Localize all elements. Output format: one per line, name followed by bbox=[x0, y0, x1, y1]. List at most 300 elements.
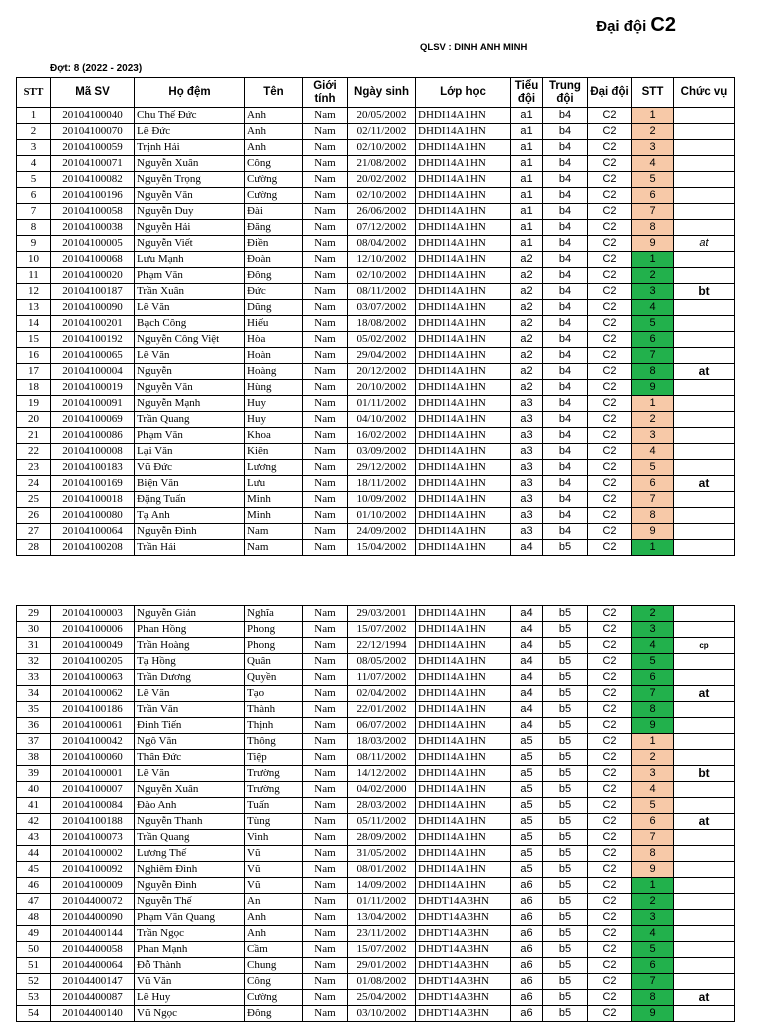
cell-first-name: Vũ bbox=[245, 846, 303, 862]
title-prefix: Đại đội bbox=[596, 18, 647, 35]
cell-gender: Nam bbox=[303, 108, 348, 124]
cell-platoon: b4 bbox=[543, 268, 588, 284]
cell-company: C2 bbox=[588, 380, 632, 396]
cell-role bbox=[674, 380, 735, 396]
cell-stt: 32 bbox=[17, 654, 51, 670]
cell-student-id: 20104100071 bbox=[51, 156, 135, 172]
table-row bbox=[17, 492, 735, 508]
batch-label: Đợt: 8 (2022 - 2023) bbox=[50, 63, 143, 74]
cell-squad-order: 4 bbox=[632, 300, 674, 316]
cell-platoon: b5 bbox=[543, 766, 588, 782]
cell-squad: a6 bbox=[511, 878, 543, 894]
cell-role bbox=[674, 1006, 735, 1022]
cell-squad: a4 bbox=[511, 654, 543, 670]
cell-squad: a6 bbox=[511, 894, 543, 910]
cell-middle-name: Lê Huy bbox=[135, 990, 245, 1006]
cell-first-name: Phong bbox=[245, 622, 303, 638]
cell-stt: 44 bbox=[17, 846, 51, 862]
cell-squad: a5 bbox=[511, 846, 543, 862]
cell-gender: Nam bbox=[303, 942, 348, 958]
cell-class: DHDI14A1HN bbox=[416, 188, 511, 204]
cell-squad: a6 bbox=[511, 926, 543, 942]
cell-dob: 29/03/2001 bbox=[348, 606, 416, 622]
table-row bbox=[17, 188, 735, 204]
cell-class: DHDI14A1HN bbox=[416, 638, 511, 654]
col-header-dob: Ngày sinh bbox=[348, 78, 416, 108]
cell-middle-name: Nguyễn Duy bbox=[135, 204, 245, 220]
cell-class: DHDT14A3HN bbox=[416, 910, 511, 926]
cell-company: C2 bbox=[588, 750, 632, 766]
cell-role bbox=[674, 622, 735, 638]
cell-first-name: Anh bbox=[245, 108, 303, 124]
cell-company: C2 bbox=[588, 108, 632, 124]
cell-first-name: Chung bbox=[245, 958, 303, 974]
table-header-row bbox=[17, 78, 735, 108]
cell-class: DHDI14A1HN bbox=[416, 750, 511, 766]
table-row bbox=[17, 476, 735, 492]
cell-stt: 53 bbox=[17, 990, 51, 1006]
cell-squad-order: 2 bbox=[632, 412, 674, 428]
cell-role bbox=[674, 750, 735, 766]
cell-stt: 36 bbox=[17, 718, 51, 734]
cell-gender: Nam bbox=[303, 814, 348, 830]
cell-role bbox=[674, 108, 735, 124]
cell-squad-order: 3 bbox=[632, 284, 674, 300]
cell-gender: Nam bbox=[303, 766, 348, 782]
cell-class: DHDI14A1HN bbox=[416, 332, 511, 348]
cell-stt: 43 bbox=[17, 830, 51, 846]
table-row bbox=[17, 204, 735, 220]
cell-middle-name: Nguyễn Thế bbox=[135, 894, 245, 910]
cell-stt: 39 bbox=[17, 766, 51, 782]
cell-platoon: b4 bbox=[543, 156, 588, 172]
cell-dob: 04/02/2000 bbox=[348, 782, 416, 798]
cell-company: C2 bbox=[588, 140, 632, 156]
cell-squad: a6 bbox=[511, 990, 543, 1006]
cell-class: DHDI14A1HN bbox=[416, 284, 511, 300]
cell-platoon: b5 bbox=[543, 638, 588, 654]
table-row bbox=[17, 974, 735, 990]
cell-platoon: b5 bbox=[543, 798, 588, 814]
cell-middle-name: Phan Hồng bbox=[135, 622, 245, 638]
cell-stt: 15 bbox=[17, 332, 51, 348]
cell-dob: 20/02/2002 bbox=[348, 172, 416, 188]
cell-dob: 05/11/2002 bbox=[348, 814, 416, 830]
col-header-middle-name: Họ đệm bbox=[135, 78, 245, 108]
cell-dob: 26/06/2002 bbox=[348, 204, 416, 220]
cell-student-id: 20104100009 bbox=[51, 878, 135, 894]
cell-first-name: Anh bbox=[245, 140, 303, 156]
table-row bbox=[17, 332, 735, 348]
cell-stt: 4 bbox=[17, 156, 51, 172]
page-title bbox=[596, 14, 676, 37]
cell-role: at bbox=[674, 476, 735, 492]
cell-squad: a5 bbox=[511, 830, 543, 846]
cell-student-id: 20104100082 bbox=[51, 172, 135, 188]
table-row bbox=[17, 766, 735, 782]
cell-role: cp bbox=[674, 638, 735, 654]
cell-gender: Nam bbox=[303, 702, 348, 718]
cell-middle-name: Trần Xuân bbox=[135, 284, 245, 300]
cell-dob: 28/09/2002 bbox=[348, 830, 416, 846]
table-row bbox=[17, 300, 735, 316]
cell-platoon: b4 bbox=[543, 444, 588, 460]
cell-student-id: 20104400058 bbox=[51, 942, 135, 958]
cell-gender: Nam bbox=[303, 220, 348, 236]
cell-squad: a5 bbox=[511, 766, 543, 782]
cell-company: C2 bbox=[588, 814, 632, 830]
cell-gender: Nam bbox=[303, 926, 348, 942]
cell-class: DHDI14A1HN bbox=[416, 702, 511, 718]
cell-platoon: b5 bbox=[543, 670, 588, 686]
cell-class: DHDI14A1HN bbox=[416, 814, 511, 830]
cell-dob: 24/09/2002 bbox=[348, 524, 416, 540]
cell-role: at bbox=[674, 686, 735, 702]
cell-gender: Nam bbox=[303, 846, 348, 862]
cell-student-id: 20104100060 bbox=[51, 750, 135, 766]
cell-role bbox=[674, 124, 735, 140]
cell-platoon: b5 bbox=[543, 1006, 588, 1022]
cell-squad-order: 9 bbox=[632, 380, 674, 396]
cell-role bbox=[674, 798, 735, 814]
cell-stt: 2 bbox=[17, 124, 51, 140]
cell-role bbox=[674, 942, 735, 958]
table-row bbox=[17, 156, 735, 172]
cell-role: at bbox=[674, 364, 735, 380]
table-row bbox=[17, 236, 735, 252]
cell-stt: 28 bbox=[17, 540, 51, 556]
cell-stt: 27 bbox=[17, 524, 51, 540]
cell-squad: a1 bbox=[511, 108, 543, 124]
cell-gender: Nam bbox=[303, 252, 348, 268]
cell-middle-name: Phạm Văn Quang bbox=[135, 910, 245, 926]
cell-role: at bbox=[674, 990, 735, 1006]
cell-dob: 01/08/2002 bbox=[348, 974, 416, 990]
roster-table-part-1 bbox=[16, 77, 735, 556]
cell-middle-name: Lại Văn bbox=[135, 444, 245, 460]
cell-student-id: 20104100169 bbox=[51, 476, 135, 492]
cell-dob: 15/07/2002 bbox=[348, 942, 416, 958]
cell-first-name: Đăng bbox=[245, 220, 303, 236]
cell-first-name: Dũng bbox=[245, 300, 303, 316]
cell-stt: 12 bbox=[17, 284, 51, 300]
cell-stt: 50 bbox=[17, 942, 51, 958]
cell-company: C2 bbox=[588, 670, 632, 686]
cell-student-id: 20104100042 bbox=[51, 734, 135, 750]
cell-first-name: Anh bbox=[245, 910, 303, 926]
cell-platoon: b4 bbox=[543, 108, 588, 124]
cell-company: C2 bbox=[588, 798, 632, 814]
cell-platoon: b4 bbox=[543, 204, 588, 220]
cell-role bbox=[674, 172, 735, 188]
table-row bbox=[17, 862, 735, 878]
cell-middle-name: Nguyễn Thanh bbox=[135, 814, 245, 830]
cell-student-id: 20104100188 bbox=[51, 814, 135, 830]
cell-role bbox=[674, 188, 735, 204]
cell-squad: a1 bbox=[511, 188, 543, 204]
cell-first-name: Quân bbox=[245, 654, 303, 670]
cell-role bbox=[674, 492, 735, 508]
cell-stt: 34 bbox=[17, 686, 51, 702]
cell-platoon: b5 bbox=[543, 926, 588, 942]
cell-dob: 03/07/2002 bbox=[348, 300, 416, 316]
cell-role bbox=[674, 878, 735, 894]
title-code: C2 bbox=[650, 14, 676, 36]
cell-stt: 1 bbox=[17, 108, 51, 124]
cell-squad: a3 bbox=[511, 412, 543, 428]
cell-squad: a1 bbox=[511, 140, 543, 156]
cell-role bbox=[674, 396, 735, 412]
table-row bbox=[17, 910, 735, 926]
cell-class: DHDI14A1HN bbox=[416, 606, 511, 622]
cell-first-name: Thịnh bbox=[245, 718, 303, 734]
cell-platoon: b4 bbox=[543, 188, 588, 204]
cell-company: C2 bbox=[588, 862, 632, 878]
cell-squad-order: 2 bbox=[632, 750, 674, 766]
cell-class: DHDI14A1HN bbox=[416, 622, 511, 638]
col-header-student-id: Mã SV bbox=[51, 78, 135, 108]
cell-first-name: Phong bbox=[245, 638, 303, 654]
table-row bbox=[17, 702, 735, 718]
cell-platoon: b5 bbox=[543, 540, 588, 556]
cell-class: DHDI14A1HN bbox=[416, 156, 511, 172]
cell-class: DHDI14A1HN bbox=[416, 124, 511, 140]
cell-company: C2 bbox=[588, 910, 632, 926]
cell-squad: a6 bbox=[511, 974, 543, 990]
cell-company: C2 bbox=[588, 460, 632, 476]
cell-stt: 25 bbox=[17, 492, 51, 508]
cell-dob: 03/10/2002 bbox=[348, 1006, 416, 1022]
cell-first-name: Kiên bbox=[245, 444, 303, 460]
cell-company: C2 bbox=[588, 444, 632, 460]
cell-gender: Nam bbox=[303, 638, 348, 654]
cell-stt: 51 bbox=[17, 958, 51, 974]
cell-dob: 02/10/2002 bbox=[348, 140, 416, 156]
cell-squad-order: 8 bbox=[632, 220, 674, 236]
cell-middle-name: Thân Đức bbox=[135, 750, 245, 766]
cell-squad-order: 2 bbox=[632, 268, 674, 284]
cell-role bbox=[674, 444, 735, 460]
cell-stt: 38 bbox=[17, 750, 51, 766]
cell-first-name: Minh bbox=[245, 508, 303, 524]
table-row bbox=[17, 622, 735, 638]
cell-squad: a2 bbox=[511, 380, 543, 396]
table-row bbox=[17, 124, 735, 140]
cell-class: DHDI14A1HN bbox=[416, 492, 511, 508]
cell-gender: Nam bbox=[303, 332, 348, 348]
cell-student-id: 20104400140 bbox=[51, 1006, 135, 1022]
cell-student-id: 20104100002 bbox=[51, 846, 135, 862]
cell-gender: Nam bbox=[303, 172, 348, 188]
cell-class: DHDI14A1HN bbox=[416, 846, 511, 862]
cell-gender: Nam bbox=[303, 958, 348, 974]
cell-squad: a4 bbox=[511, 540, 543, 556]
cell-platoon: b5 bbox=[543, 878, 588, 894]
cell-first-name: Lương bbox=[245, 460, 303, 476]
cell-stt: 23 bbox=[17, 460, 51, 476]
cell-squad-order: 1 bbox=[632, 878, 674, 894]
cell-squad: a6 bbox=[511, 958, 543, 974]
cell-squad: a2 bbox=[511, 364, 543, 380]
cell-role bbox=[674, 332, 735, 348]
cell-middle-name: Nguyễn Văn bbox=[135, 380, 245, 396]
cell-middle-name: Biện Văn bbox=[135, 476, 245, 492]
table-row bbox=[17, 524, 735, 540]
cell-squad-order: 4 bbox=[632, 926, 674, 942]
cell-gender: Nam bbox=[303, 524, 348, 540]
cell-squad-order: 7 bbox=[632, 686, 674, 702]
table-row bbox=[17, 412, 735, 428]
cell-squad-order: 9 bbox=[632, 718, 674, 734]
cell-first-name: Cường bbox=[245, 188, 303, 204]
cell-class: DHDI14A1HN bbox=[416, 316, 511, 332]
cell-gender: Nam bbox=[303, 316, 348, 332]
cell-squad: a6 bbox=[511, 942, 543, 958]
table-row bbox=[17, 540, 735, 556]
cell-role bbox=[674, 348, 735, 364]
cell-dob: 29/04/2002 bbox=[348, 348, 416, 364]
cell-dob: 29/12/2002 bbox=[348, 460, 416, 476]
cell-student-id: 20104100065 bbox=[51, 348, 135, 364]
cell-squad: a6 bbox=[511, 910, 543, 926]
cell-squad-order: 3 bbox=[632, 140, 674, 156]
cell-squad-order: 8 bbox=[632, 508, 674, 524]
cell-stt: 8 bbox=[17, 220, 51, 236]
cell-dob: 15/07/2002 bbox=[348, 622, 416, 638]
cell-squad-order: 7 bbox=[632, 204, 674, 220]
cell-first-name: Công bbox=[245, 974, 303, 990]
cell-first-name: Anh bbox=[245, 124, 303, 140]
cell-role bbox=[674, 830, 735, 846]
cell-platoon: b4 bbox=[543, 476, 588, 492]
cell-stt: 26 bbox=[17, 508, 51, 524]
cell-middle-name: Nguyễn bbox=[135, 364, 245, 380]
cell-gender: Nam bbox=[303, 156, 348, 172]
cell-company: C2 bbox=[588, 348, 632, 364]
cell-first-name: Tuấn bbox=[245, 798, 303, 814]
cell-student-id: 20104100059 bbox=[51, 140, 135, 156]
cell-squad: a4 bbox=[511, 702, 543, 718]
cell-class: DHDT14A3HN bbox=[416, 926, 511, 942]
cell-gender: Nam bbox=[303, 476, 348, 492]
cell-role bbox=[674, 268, 735, 284]
cell-gender: Nam bbox=[303, 300, 348, 316]
cell-squad: a2 bbox=[511, 316, 543, 332]
cell-squad-order: 4 bbox=[632, 638, 674, 654]
cell-class: DHDI14A1HN bbox=[416, 476, 511, 492]
cell-squad: a5 bbox=[511, 782, 543, 798]
cell-student-id: 20104100070 bbox=[51, 124, 135, 140]
table-row bbox=[17, 364, 735, 380]
cell-class: DHDI14A1HN bbox=[416, 670, 511, 686]
cell-stt: 47 bbox=[17, 894, 51, 910]
cell-class: DHDI14A1HN bbox=[416, 734, 511, 750]
cell-squad-order: 8 bbox=[632, 364, 674, 380]
cell-dob: 01/11/2002 bbox=[348, 396, 416, 412]
cell-stt: 52 bbox=[17, 974, 51, 990]
cell-stt: 19 bbox=[17, 396, 51, 412]
cell-gender: Nam bbox=[303, 428, 348, 444]
cell-first-name: Đài bbox=[245, 204, 303, 220]
cell-class: DHDI14A1HN bbox=[416, 108, 511, 124]
cell-stt: 29 bbox=[17, 606, 51, 622]
cell-student-id: 20104100005 bbox=[51, 236, 135, 252]
cell-first-name: Nghĩa bbox=[245, 606, 303, 622]
cell-dob: 02/10/2002 bbox=[348, 268, 416, 284]
cell-middle-name: Đào Anh bbox=[135, 798, 245, 814]
cell-gender: Nam bbox=[303, 782, 348, 798]
cell-platoon: b4 bbox=[543, 492, 588, 508]
cell-squad: a5 bbox=[511, 734, 543, 750]
cell-squad: a1 bbox=[511, 172, 543, 188]
cell-gender: Nam bbox=[303, 140, 348, 156]
table-row bbox=[17, 718, 735, 734]
cell-stt: 49 bbox=[17, 926, 51, 942]
cell-gender: Nam bbox=[303, 974, 348, 990]
table-body-part-2 bbox=[17, 606, 735, 1022]
cell-first-name: Cầm bbox=[245, 942, 303, 958]
cell-platoon: b4 bbox=[543, 412, 588, 428]
cell-platoon: b5 bbox=[543, 718, 588, 734]
cell-company: C2 bbox=[588, 718, 632, 734]
table-row bbox=[17, 958, 735, 974]
cell-dob: 23/11/2002 bbox=[348, 926, 416, 942]
cell-dob: 18/08/2002 bbox=[348, 316, 416, 332]
cell-middle-name: Ngô Văn bbox=[135, 734, 245, 750]
cell-squad: a4 bbox=[511, 638, 543, 654]
cell-company: C2 bbox=[588, 926, 632, 942]
cell-class: DHDT14A3HN bbox=[416, 1006, 511, 1022]
cell-dob: 01/10/2002 bbox=[348, 508, 416, 524]
cell-student-id: 20104100080 bbox=[51, 508, 135, 524]
cell-middle-name: Trần Ngọc bbox=[135, 926, 245, 942]
cell-squad-order: 7 bbox=[632, 830, 674, 846]
table-row bbox=[17, 894, 735, 910]
cell-student-id: 20104400144 bbox=[51, 926, 135, 942]
cell-company: C2 bbox=[588, 686, 632, 702]
cell-first-name: Lưu bbox=[245, 476, 303, 492]
cell-first-name: Khoa bbox=[245, 428, 303, 444]
cell-student-id: 20104100061 bbox=[51, 718, 135, 734]
cell-class: DHDI14A1HN bbox=[416, 654, 511, 670]
cell-squad-order: 8 bbox=[632, 702, 674, 718]
cell-dob: 02/11/2002 bbox=[348, 124, 416, 140]
cell-company: C2 bbox=[588, 396, 632, 412]
table-row bbox=[17, 750, 735, 766]
cell-company: C2 bbox=[588, 878, 632, 894]
cell-class: DHDI14A1HN bbox=[416, 798, 511, 814]
table-row bbox=[17, 686, 735, 702]
cell-squad-order: 5 bbox=[632, 798, 674, 814]
cell-student-id: 20104400087 bbox=[51, 990, 135, 1006]
cell-gender: Nam bbox=[303, 444, 348, 460]
cell-platoon: b5 bbox=[543, 958, 588, 974]
cell-role bbox=[674, 718, 735, 734]
cell-stt: 14 bbox=[17, 316, 51, 332]
cell-first-name: Đoàn bbox=[245, 252, 303, 268]
cell-role bbox=[674, 702, 735, 718]
cell-company: C2 bbox=[588, 476, 632, 492]
cell-squad: a1 bbox=[511, 124, 543, 140]
cell-student-id: 20104100008 bbox=[51, 444, 135, 460]
cell-company: C2 bbox=[588, 1006, 632, 1022]
cell-gender: Nam bbox=[303, 348, 348, 364]
cell-class: DHDI14A1HN bbox=[416, 380, 511, 396]
cell-student-id: 20104100003 bbox=[51, 606, 135, 622]
cell-squad-order: 2 bbox=[632, 606, 674, 622]
cell-student-id: 20104100007 bbox=[51, 782, 135, 798]
cell-first-name: Thông bbox=[245, 734, 303, 750]
